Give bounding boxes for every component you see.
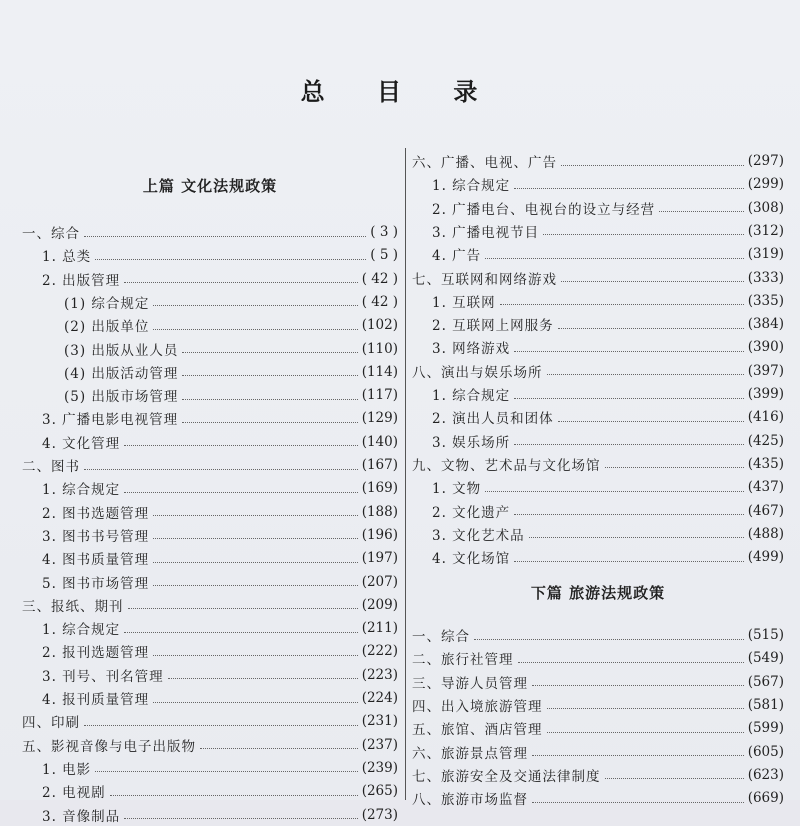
toc-entry-page-number: (114) (361, 363, 398, 380)
toc-entry-label: 三、导游人员管理 (412, 675, 528, 692)
dot-leader (128, 608, 358, 609)
toc-entry-page-number: (319) (747, 246, 784, 263)
toc-entry-label: 4. 图书质量管理 (42, 552, 150, 569)
toc-entry (22, 571, 398, 593)
dot-leader (182, 422, 358, 423)
dot-leader (532, 755, 744, 756)
toc-entry-page-number: (515) (747, 627, 784, 643)
toc-entry (22, 547, 398, 569)
toc-entry-label: (2) 出版单位 (64, 319, 150, 336)
toc-entry-label: 2. 演出人员和团体 (432, 411, 554, 428)
toc-entry-label: (3) 出版从业人员 (64, 342, 179, 359)
toc-entry-page-number: (297) (747, 153, 784, 169)
toc-entry-label: 七、互联网和网络游戏 (412, 271, 557, 288)
toc-entry-page-number: (167) (361, 457, 398, 473)
toc-entry-page-number: (197) (361, 550, 398, 567)
toc-entry (22, 268, 398, 290)
toc-entry (412, 453, 784, 475)
toc-entry-page-number: (224) (361, 690, 398, 706)
toc-entry (22, 431, 398, 453)
toc-entry-page-number: ( 42 ) (361, 270, 398, 287)
toc-entry-page-number: (488) (747, 525, 784, 542)
dot-leader (168, 678, 358, 679)
toc-entry (22, 687, 398, 709)
dot-leader (514, 561, 744, 562)
toc-entry-label: 4. 文化场馆 (432, 551, 511, 568)
toc-entry-label: 八、旅游市场监督 (412, 792, 528, 809)
toc-entry-page-number: (669) (747, 790, 784, 807)
toc-entry-label: 四、印刷 (22, 715, 80, 732)
toc-entry-page-number: (273) (361, 806, 398, 823)
toc-entry (22, 291, 398, 313)
toc-entry (22, 617, 398, 639)
dot-leader (182, 352, 357, 353)
toc-entry-label: 3. 娱乐场所 (432, 434, 511, 451)
toc-entry (412, 360, 784, 382)
toc-entry-label: 3. 音像制品 (42, 808, 121, 825)
dot-leader (124, 492, 358, 493)
dot-leader (485, 491, 744, 492)
dot-leader (558, 421, 744, 422)
toc-entry (412, 430, 784, 452)
toc-entry (22, 221, 398, 243)
toc-entry (22, 407, 398, 429)
dot-leader (124, 818, 358, 819)
toc-entry-page-number: (140) (361, 433, 398, 450)
toc-entry (22, 710, 398, 732)
toc-entry (412, 717, 784, 739)
toc-entry (412, 336, 784, 358)
toc-entry-label: 2. 出版管理 (42, 272, 121, 289)
toc-entry-page-number: (581) (747, 696, 784, 713)
toc-entry-page-number: ( 3 ) (370, 224, 398, 240)
dot-leader (558, 328, 744, 329)
dot-leader (561, 281, 744, 282)
toc-entry-label: (5) 出版市场管理 (64, 389, 179, 406)
toc-entry-label: 八、演出与娱乐场所 (412, 364, 543, 381)
toc-entry-label: 三、报纸、期刊 (22, 598, 124, 615)
toc-entry-label: 一、综合 (412, 629, 470, 645)
toc-entry-page-number: (110) (361, 340, 398, 357)
dot-leader (182, 399, 357, 400)
toc-entry-label: 2. 互联网上网服务 (432, 318, 554, 335)
toc-entry-label: 1. 综合规定 (42, 482, 121, 499)
toc-entry (412, 671, 784, 693)
toc-entry (22, 804, 398, 826)
toc-entry (412, 383, 784, 405)
toc-entry-label: 一、综合 (22, 226, 80, 242)
dot-leader (153, 562, 358, 563)
toc-entry-label: 五、旅馆、酒店管理 (412, 722, 543, 739)
dot-leader (514, 514, 744, 515)
toc-entry (22, 338, 398, 360)
toc-entry-label: 3. 广播电影电视管理 (42, 412, 179, 429)
dot-leader (547, 374, 744, 375)
toc-entry-label: 九、文物、艺术品与文化场馆 (412, 457, 601, 474)
toc-entry-label: 1. 互联网 (432, 294, 496, 311)
dot-leader (95, 259, 366, 260)
toc-entry-page-number: (239) (361, 759, 398, 776)
dot-leader (153, 655, 358, 656)
toc-entry (412, 546, 784, 568)
toc-entry (412, 694, 784, 716)
toc-entry-page-number: (416) (747, 409, 784, 426)
toc-entry (412, 290, 784, 312)
dot-leader (110, 795, 358, 796)
dot-leader (514, 444, 744, 445)
dot-leader (200, 748, 358, 749)
toc-entry (22, 361, 398, 383)
toc-entry (412, 523, 784, 545)
toc-entry-label: 二、图书 (22, 459, 80, 475)
toc-entry-page-number: (567) (747, 673, 784, 690)
toc-entry-label: 2. 文化遗产 (432, 504, 511, 521)
toc-entry-page-number: (437) (747, 479, 784, 496)
toc-entry-label: 3. 图书书号管理 (42, 528, 150, 545)
dot-leader (95, 771, 358, 772)
toc-entry-page-number: (237) (361, 736, 398, 753)
dot-leader (532, 685, 744, 686)
toc-entry-page-number: (222) (361, 643, 398, 660)
dot-leader (547, 732, 744, 733)
toc-entry (412, 267, 784, 289)
toc-entry-page-number: (425) (747, 432, 784, 449)
toc-entry (22, 314, 398, 336)
toc-entry-page-number: (169) (361, 480, 398, 497)
dot-leader (605, 467, 744, 468)
toc-entry (22, 734, 398, 756)
toc-entry (22, 524, 398, 546)
dot-leader (547, 708, 744, 709)
toc-entry (412, 150, 784, 172)
toc-entry-label: 六、广播、电视、广告 (412, 155, 557, 171)
dot-leader (84, 236, 366, 237)
toc-entry-page-number: (117) (361, 387, 398, 404)
toc-entry-page-number: (599) (747, 720, 784, 737)
dot-leader (514, 351, 744, 352)
toc-entry-page-number: ( 42 ) (361, 293, 398, 310)
toc-entry-page-number: (435) (747, 455, 784, 472)
toc-entry-page-number: (209) (361, 596, 398, 613)
toc-entry (412, 764, 784, 786)
toc-entry-label: 2. 图书选题管理 (42, 505, 150, 522)
toc-entry-page-number: (129) (361, 410, 398, 427)
toc-entry (22, 664, 398, 686)
toc-entry-label: 1. 电影 (42, 761, 92, 778)
toc-entry (22, 780, 398, 802)
dot-leader (124, 632, 358, 633)
dot-leader (500, 304, 744, 305)
dot-leader (182, 375, 357, 376)
dot-leader (153, 329, 357, 330)
toc-entry-label: 2. 报刊选题管理 (42, 645, 150, 662)
toc-entry-page-number: (390) (747, 339, 784, 356)
toc-entry-label: 七、旅游安全及交通法律制度 (412, 768, 601, 785)
toc-entry-page-number: (102) (361, 317, 398, 334)
toc-entry-label: 1. 综合规定 (432, 178, 511, 195)
toc-entry-page-number: (335) (747, 292, 784, 309)
toc-entry-page-number: (384) (747, 316, 784, 333)
toc-entry-label: 4. 文化管理 (42, 435, 121, 452)
toc-entry (412, 500, 784, 522)
toc-entry-label: (1) 综合规定 (64, 295, 150, 312)
dot-leader (532, 802, 744, 803)
toc-entry-page-number: (333) (747, 269, 784, 286)
toc-entry-page-number: (399) (747, 386, 784, 402)
toc-entry (412, 313, 784, 335)
toc-entry-label: (4) 出版活动管理 (64, 365, 179, 382)
dot-leader (474, 639, 744, 640)
dot-leader (659, 211, 744, 212)
toc-entry-page-number: (312) (747, 222, 784, 239)
dot-leader (605, 778, 744, 779)
toc-entry (412, 220, 784, 242)
page-title: 总 目 录 (300, 78, 500, 106)
toc-entry-label: 1. 总类 (42, 249, 92, 266)
toc-entry-label: 2. 电视剧 (42, 785, 106, 802)
section-heading-tourism: 下篇 旅游法规政策 (530, 584, 666, 602)
toc-entry-page-number: (265) (361, 783, 398, 800)
column-divider (405, 148, 406, 800)
toc-entry (22, 384, 398, 406)
toc-entry (412, 476, 784, 498)
toc-entry (412, 647, 784, 669)
toc-entry-label: 3. 网络游戏 (432, 341, 511, 358)
toc-entry-page-number: (308) (747, 199, 784, 216)
dot-leader (543, 234, 744, 235)
toc-entry-label: 1. 综合规定 (432, 388, 511, 404)
toc-entry-page-number: (207) (361, 573, 398, 590)
toc-entry-label: 1. 文物 (432, 481, 482, 498)
toc-entry-label: 六、旅游景点管理 (412, 745, 528, 762)
dot-leader (153, 515, 358, 516)
toc-entry-label: 四、出入境旅游管理 (412, 698, 543, 715)
toc-entry (22, 757, 398, 779)
toc-entry-label: 3. 广播电视节目 (432, 224, 540, 241)
dot-leader (153, 702, 358, 703)
dot-leader (518, 662, 744, 663)
toc-entry-page-number: (467) (747, 502, 784, 519)
dot-leader (84, 469, 358, 470)
dot-leader (153, 305, 357, 306)
toc-entry (22, 477, 398, 499)
toc-entry (22, 244, 398, 266)
toc-entry-label: 1. 综合规定 (42, 622, 121, 639)
toc-entry-page-number: (605) (747, 743, 784, 760)
toc-entry-label: 3. 文化艺术品 (432, 527, 525, 544)
toc-entry-label: 2. 广播电台、电视台的设立与经营 (432, 201, 656, 218)
dot-leader (514, 188, 744, 189)
dot-leader (485, 258, 744, 259)
dot-leader (124, 445, 358, 446)
toc-entry-page-number: (231) (361, 713, 398, 730)
toc-entry (22, 454, 398, 476)
toc-entry-label: 二、旅行社管理 (412, 652, 514, 669)
toc-entry (412, 406, 784, 428)
dot-leader (514, 398, 744, 399)
toc-entry-page-number: (549) (747, 650, 784, 667)
dot-leader (529, 537, 744, 538)
toc-entry (22, 594, 398, 616)
toc-entry-page-number: (397) (747, 362, 784, 379)
toc-entry (412, 243, 784, 265)
toc-entry-label: 五、影视音像与电子出版物 (22, 738, 196, 755)
toc-entry-page-number: (499) (747, 549, 784, 566)
toc-entry (412, 197, 784, 219)
toc-entry (22, 501, 398, 523)
toc-entry-page-number: (223) (361, 666, 398, 683)
dot-leader (153, 538, 358, 539)
toc-entry (412, 173, 784, 195)
toc-entry-page-number: (188) (361, 503, 398, 520)
toc-entry-label: 4. 广告 (432, 248, 482, 265)
toc-entry-page-number: (623) (747, 766, 784, 783)
dot-leader (561, 165, 744, 166)
toc-entry-label: 4. 报刊质量管理 (42, 692, 150, 708)
toc-entry-page-number: ( 5 ) (370, 247, 398, 264)
toc-entry-label: 5. 图书市场管理 (42, 575, 150, 592)
dot-leader (124, 282, 358, 283)
dot-leader (153, 585, 358, 586)
toc-entry (412, 787, 784, 809)
toc-entry-page-number: (196) (361, 526, 398, 543)
toc-entry-page-number: (211) (361, 620, 398, 637)
section-heading-culture: 上篇 文化法规政策 (142, 177, 278, 195)
toc-entry-page-number: (299) (747, 176, 784, 193)
toc-entry-label: 3. 刊号、刊名管理 (42, 668, 164, 685)
toc-entry (412, 741, 784, 763)
toc-entry (412, 624, 784, 646)
toc-entry (22, 640, 398, 662)
dot-leader (84, 725, 358, 726)
